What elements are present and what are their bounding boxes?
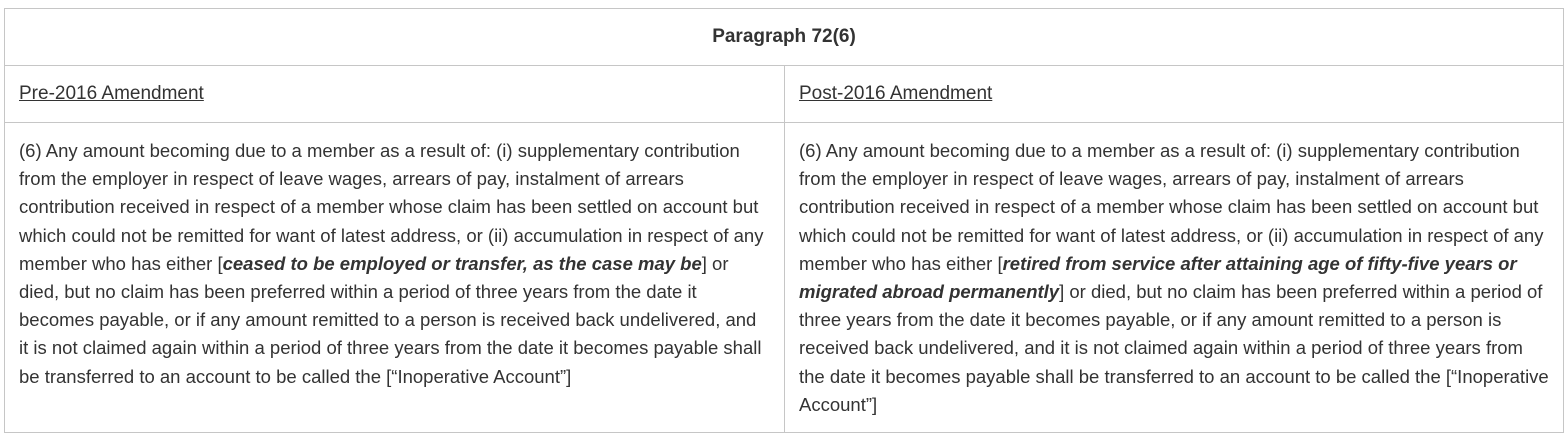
pre-2016-emphasis: ceased to be employed or transfer, as the case may be <box>222 252 702 274</box>
pre-2016-header-cell <box>5 66 785 123</box>
table-title: Paragraph 72(6) <box>5 9 1564 66</box>
post-2016-header-cell <box>785 66 1564 123</box>
table-title-row <box>5 9 1564 66</box>
post-2016-header: Post-2016 Amendment <box>799 83 993 104</box>
pre-2016-text-after: ] or died, but no claim has been preferred within a period of three years from the date it becomes payable, or if any amount remitted to a person is received back undelivered, and it is not claimed again within a period of three years from the date it becomes payable shall be transferred to an account to be called the [“Inoperative Account”] <box>19 252 762 387</box>
amendment-comparison-table <box>4 8 1564 433</box>
table-header-row <box>5 66 1564 123</box>
post-2016-text-cell <box>785 123 1564 433</box>
pre-2016-header: Pre-2016 Amendment <box>19 83 204 104</box>
pre-2016-text-cell <box>5 123 785 433</box>
post-2016-emphasis: retired from service after attaining age of fifty-five years or migrated abroad permanently <box>799 252 1517 303</box>
pre-2016-text-before: (6) Any amount becoming due to a member as a result of: (i) supplementary contribution from the employer in respect of leave wages, arrears of pay, instalment of arrears contribution received in respect of a member whose claim has been settled on account but which could not be remitted for want of latest address, or (ii) accumulation in respect of any member who has either [ <box>19 140 764 274</box>
table-body-row <box>5 123 1564 433</box>
post-2016-text-before: (6) Any amount becoming due to a member as a result of: (i) supplementary contribution from the employer in respect of leave wages, arrears of pay, instalment of arrears contribution received in respect of a member whose claim has been settled on account but which could not be remitted for want of latest address, or (ii) accumulation in respect of any member who has either [ <box>799 140 1544 274</box>
post-2016-text-after: ] or died, but no claim has been preferred within a period of three years from the date it becomes payable, or if any amount remitted to a person is received back undelivered, and it is not claimed again within a period of three years from the date it becomes payable shall be transferred to an account to be called the [“Inoperative Account”] <box>799 281 1549 415</box>
